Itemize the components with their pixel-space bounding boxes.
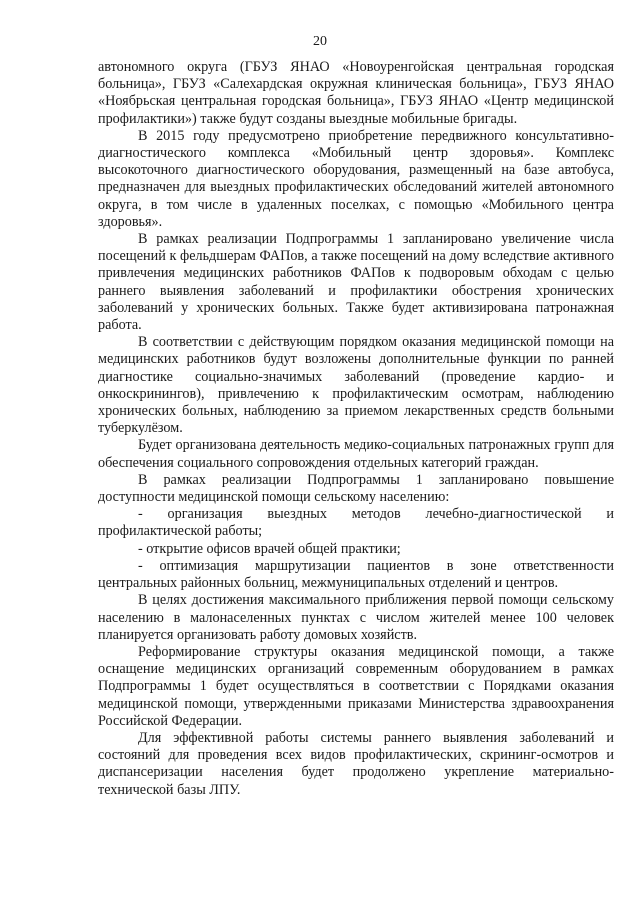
paragraph-mobile-health-center: В 2015 году предусмотрено приобретение передвижного консультативно-диагностического комплекса «Мобильный центр здоровья». Комплекс высокоточного диагностического оборудования, размещенный на базе автобуса, предназначен для выездных профилактических обследований жителей автономного округа, в том числе в удаленных поселках, с помощью «Мобильного центра здоровья». — [98, 127, 614, 230]
page-number: 20 — [313, 34, 327, 49]
paragraph-rural-access-intro: В рамках реализации Подпрограммы 1 запланировано повышение доступности медицинской помощи сельскому населению: — [98, 471, 614, 506]
paragraph-continuation: автономного округа (ГБУЗ ЯНАО «Новоуренгойская центральная городская больница», ГБУЗ «Салехардская окружная клиническая больница», ГБУЗ ЯНАО «Ноябрьская центральная городская больница», ГБУЗ ЯНАО «Центр медицинской профилактики») также будут созданы выездные мобильные бригады. — [98, 59, 614, 127]
paragraph-patronage-groups: Будет организована деятельность медико-социальных патронажных групп для обеспечения социального сопровождения отдельных категорий граждан. — [98, 437, 614, 471]
list-item-gp-offices: - открытие офисов врачей общей практики; — [138, 540, 401, 557]
document-body — [98, 59, 614, 799]
paragraph-reform-structure: Реформирование структуры оказания медицинской помощи, а также оснащение медицинских организаций современным оборудованием в рамках Подпрограммы 1 будет осуществляться в соответствии с Порядками оказания медицинской помощи, утвержденными приказами Министерства здравоохранения Российской Федерации. — [98, 643, 614, 729]
list-item-field-methods: - организация выездных методов лечебно-диагностической и профилактической работы; — [98, 506, 614, 540]
paragraph-additional-functions: В соответствии с действующим порядком оказания медицинской помощи на медицинских работников будут возложены дополнительные функции по ранней диагностике социально-значимых заболеваний (проведение кардио- и онкоскринингов), привлечению к профилактическим осмотрам, наблюдению хронических больных, наблюдению за приемом лекарственных средств больными туберкулёзом. — [98, 334, 614, 437]
paragraph-household-first-aid: В целях достижения максимального приближения первой помощи сельскому населению в малонаселенных пунктах с числом жителей менее 100 человек планируется организовать работу домовых хозяйств. — [98, 592, 614, 643]
paragraph-fap-visits: В рамках реализации Подпрограммы 1 запланировано увеличение числа посещений к фельдшерам ФАПов, а также посещений на дому вследствие активного привлечения медицинских работников ФАПов к подворовым обходам с целью раннего выявления заболеваний и профилактики обострения хронических заболеваний у хронических больных. Также будет активизирована патронажная работа. — [98, 231, 614, 334]
paragraph-material-base: Для эффективной работы системы раннего выявления заболеваний и состояний для проведения всех видов профилактических, скрининг-осмотров и диспансеризации населения будет продолжено укрепление материально-технической базы ЛПУ. — [98, 729, 614, 798]
list-item-routing: - оптимизация маршрутизации пациентов в зоне ответственности центральных районных больниц, межмуниципальных отделений и центров. — [98, 557, 614, 592]
